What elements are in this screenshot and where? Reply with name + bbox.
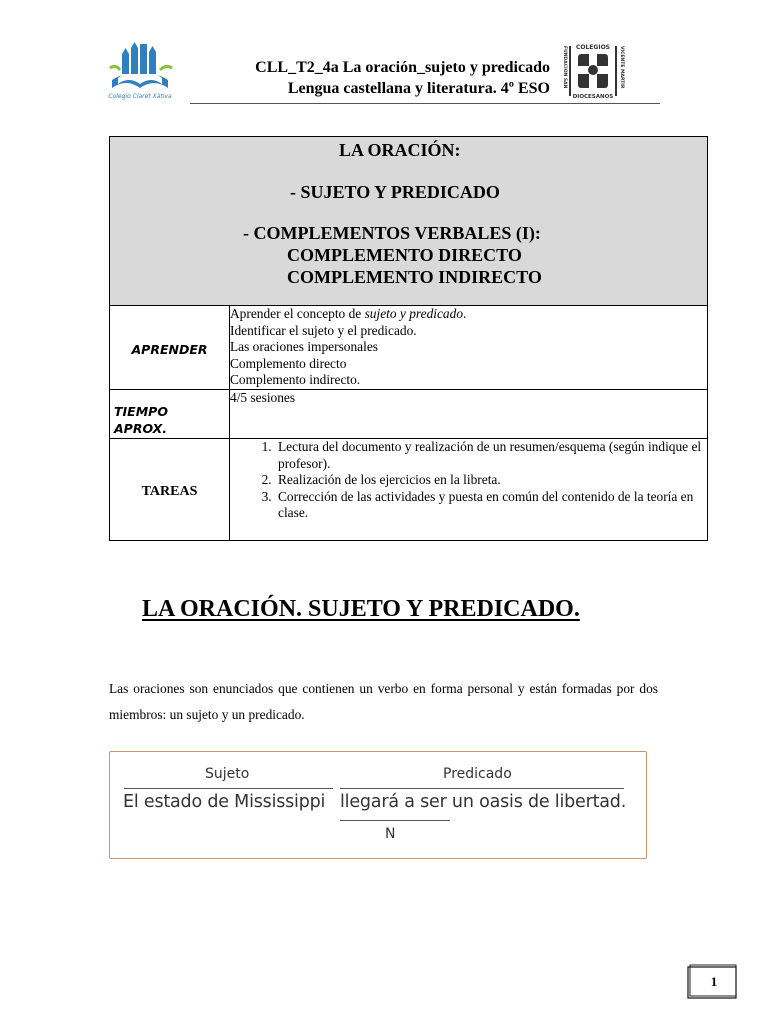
task-item: 1. Lectura del documento y realización de un resumen/esquema (según indique el profesor). xyxy=(275,439,703,472)
tiempo-row xyxy=(110,390,708,439)
header-divider xyxy=(190,103,660,104)
aprender-line-2: Identificar el sujeto y el predicado. xyxy=(230,322,417,338)
aprender-line-4: Complemento directo xyxy=(230,355,347,371)
aprender-content xyxy=(230,306,708,390)
logo-right-bottom: DIOCESANOS xyxy=(572,94,614,100)
predicate-text: llegará a ser un oasis de libertad. xyxy=(340,792,627,812)
task-list xyxy=(230,439,703,522)
logo-right-side-right: VICENTE MARTIR xyxy=(619,46,624,89)
aprender-label: APRENDER xyxy=(131,342,208,358)
task-item: 2. Realización de los ejercicios en la libreta. xyxy=(275,472,703,489)
example-sentence-figure xyxy=(109,751,647,859)
tiempo-label-line-1: TIEMPO xyxy=(114,404,168,419)
header-line-2: Lengua castellana y literatura. 4º ESO xyxy=(287,80,550,97)
subject-text: El estado de Mississippi xyxy=(123,792,326,812)
subject-label: Sujeto xyxy=(205,766,250,782)
unit-title-cell xyxy=(110,137,708,306)
aprender-line-1-suffix: . xyxy=(463,306,467,321)
predicate-line xyxy=(340,788,624,789)
school-logo xyxy=(104,40,176,102)
diocesan-schools-logo xyxy=(556,42,630,100)
aprender-line-1: Aprender el concepto de xyxy=(230,306,365,321)
subject-line xyxy=(124,788,333,789)
nucleus-label: N xyxy=(385,826,396,842)
aprender-line-3: Las oraciones impersonales xyxy=(230,339,378,354)
unit-title-item-2: - COMPLEMENTOS VERBALES (I): xyxy=(243,223,541,243)
tareas-label: TAREAS xyxy=(141,484,198,499)
intro-paragraph: Las oraciones son enunciados que contienen un verbo en forma personal y están formadas por dos miembros: un sujeto y un predicado. xyxy=(109,681,658,722)
aprender-row xyxy=(110,306,708,390)
aprender-line-1-italic: sujeto y predicado xyxy=(364,306,464,321)
unit-title-item-2-line-2: COMPLEMENTO DIRECTO xyxy=(287,245,522,265)
task-item: 3. Corrección de las actividades y puesta en común del contenido de la teoría en clase. xyxy=(275,489,703,522)
aprender-line-5: Complemento indirecto. xyxy=(230,372,361,387)
tiempo-value: 4/5 sesiones xyxy=(230,390,708,439)
logo-right-side-left: FUNDACION SAN xyxy=(562,46,567,89)
header-line-1: CLL_T2_4a La oración_sujeto y predicado xyxy=(255,59,550,76)
section-heading: LA ORACIÓN. SUJETO Y PREDICADO. xyxy=(142,596,580,622)
tiempo-label-line-2: APROX. xyxy=(114,420,168,436)
nucleus-line xyxy=(340,820,450,821)
unit-summary-table xyxy=(109,136,708,541)
unit-title: LA ORACIÓN: xyxy=(339,140,461,160)
predicate-label: Predicado xyxy=(443,766,512,782)
logo-left-caption: Colegio Claret Xàtiva xyxy=(108,93,172,100)
page-number: 1 xyxy=(710,974,718,989)
document-header xyxy=(255,57,550,99)
unit-title-item-2-line-3: COMPLEMENTO INDIRECTO xyxy=(287,267,542,287)
logo-right-top: COLEGIOS xyxy=(575,44,611,51)
tareas-content xyxy=(230,439,708,541)
tareas-row xyxy=(110,439,708,541)
unit-title-item-1: - SUJETO Y PREDICADO xyxy=(290,182,500,202)
